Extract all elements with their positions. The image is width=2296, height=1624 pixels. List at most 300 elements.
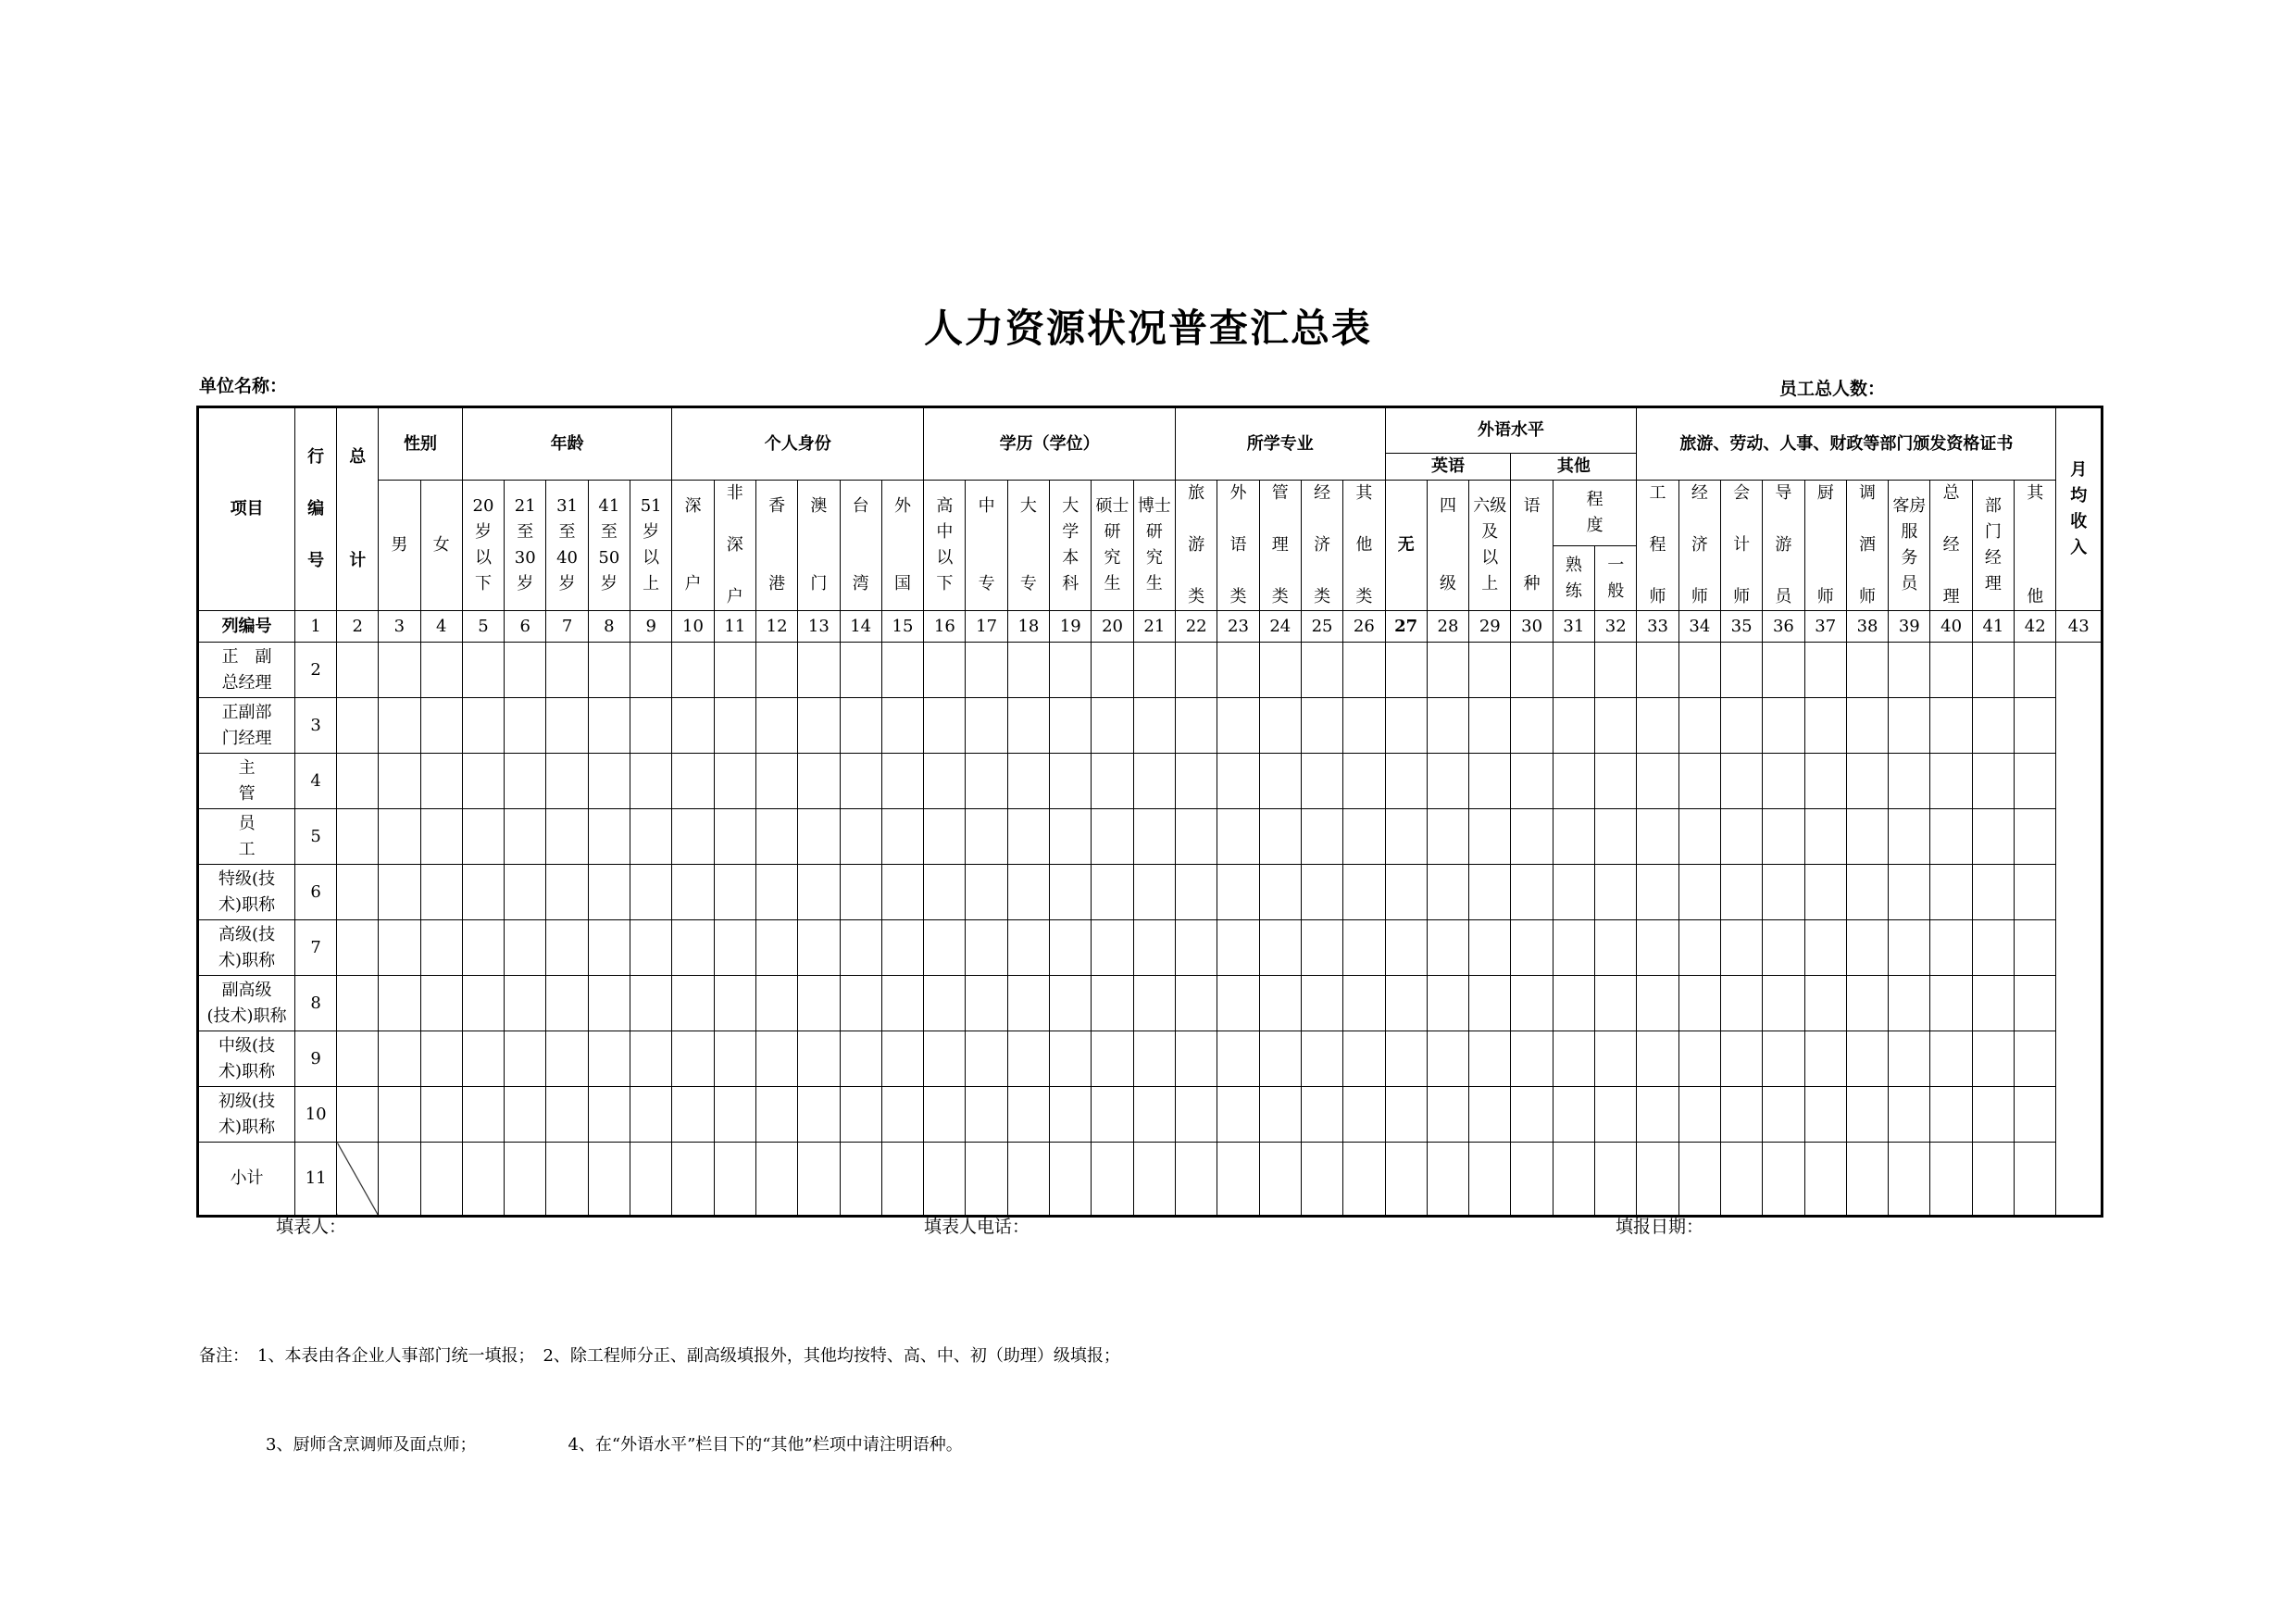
data-cell[interactable] xyxy=(840,920,881,976)
data-cell[interactable] xyxy=(1343,1031,1385,1087)
data-cell[interactable] xyxy=(755,698,797,754)
data-cell[interactable] xyxy=(881,1031,923,1087)
data-cell[interactable] xyxy=(798,1143,840,1217)
data-cell[interactable] xyxy=(1889,1031,1930,1087)
data-cell[interactable] xyxy=(1217,1087,1259,1143)
data-cell[interactable] xyxy=(1133,643,1175,698)
data-cell[interactable] xyxy=(588,1087,630,1143)
data-cell[interactable] xyxy=(1176,1031,1217,1087)
data-cell[interactable] xyxy=(755,865,797,920)
data-cell[interactable] xyxy=(1553,643,1594,698)
data-cell[interactable] xyxy=(1427,1031,1468,1087)
data-cell[interactable] xyxy=(714,754,755,809)
data-cell[interactable] xyxy=(588,809,630,865)
data-cell[interactable] xyxy=(1176,865,1217,920)
data-cell[interactable] xyxy=(924,754,966,809)
data-cell[interactable] xyxy=(1804,698,1846,754)
data-cell[interactable] xyxy=(1217,754,1259,809)
data-cell[interactable] xyxy=(1972,1087,2014,1143)
data-cell[interactable] xyxy=(1176,698,1217,754)
data-cell[interactable] xyxy=(462,809,504,865)
data-cell[interactable] xyxy=(1050,754,1092,809)
data-cell[interactable] xyxy=(1469,976,1511,1031)
data-cell[interactable] xyxy=(1804,976,1846,1031)
data-cell[interactable] xyxy=(755,976,797,1031)
data-cell[interactable] xyxy=(1763,643,1804,698)
data-cell[interactable] xyxy=(840,865,881,920)
data-cell[interactable] xyxy=(1050,865,1092,920)
data-cell[interactable] xyxy=(1511,865,1553,920)
data-cell[interactable] xyxy=(714,1031,755,1087)
data-cell[interactable] xyxy=(505,754,546,809)
data-cell[interactable] xyxy=(1553,976,1594,1031)
data-cell[interactable] xyxy=(379,698,420,754)
data-cell[interactable] xyxy=(1259,698,1301,754)
data-cell[interactable] xyxy=(672,865,714,920)
data-cell[interactable] xyxy=(1511,754,1553,809)
data-cell[interactable] xyxy=(1217,1143,1259,1217)
data-cell[interactable] xyxy=(1595,865,1637,920)
data-cell[interactable] xyxy=(924,1087,966,1143)
data-cell[interactable] xyxy=(1889,865,1930,920)
data-cell[interactable] xyxy=(420,1143,462,1217)
data-cell[interactable] xyxy=(966,1143,1007,1217)
data-cell[interactable] xyxy=(337,698,379,754)
data-cell[interactable] xyxy=(1889,754,1930,809)
data-cell[interactable] xyxy=(546,809,588,865)
data-cell[interactable] xyxy=(1720,698,1762,754)
data-cell[interactable] xyxy=(881,865,923,920)
data-cell[interactable] xyxy=(1804,920,1846,976)
data-cell[interactable] xyxy=(1259,1143,1301,1217)
data-cell[interactable] xyxy=(714,1087,755,1143)
data-cell[interactable] xyxy=(1007,643,1049,698)
data-cell[interactable] xyxy=(1385,920,1427,976)
data-cell[interactable] xyxy=(588,643,630,698)
data-cell[interactable] xyxy=(1385,1087,1427,1143)
data-cell[interactable] xyxy=(1343,698,1385,754)
data-cell[interactable] xyxy=(1511,698,1553,754)
data-cell[interactable] xyxy=(1007,754,1049,809)
data-cell[interactable] xyxy=(1763,1087,1804,1143)
data-cell[interactable] xyxy=(714,865,755,920)
data-cell[interactable] xyxy=(1469,1031,1511,1087)
data-cell[interactable] xyxy=(966,1031,1007,1087)
data-cell[interactable] xyxy=(546,698,588,754)
data-cell[interactable] xyxy=(1133,1031,1175,1087)
data-cell[interactable] xyxy=(840,809,881,865)
data-cell[interactable] xyxy=(588,865,630,920)
data-cell[interactable] xyxy=(1972,754,2014,809)
data-cell[interactable] xyxy=(379,643,420,698)
data-cell[interactable] xyxy=(1427,643,1468,698)
data-cell[interactable] xyxy=(924,643,966,698)
data-cell[interactable] xyxy=(924,1031,966,1087)
data-cell[interactable] xyxy=(714,976,755,1031)
data-cell[interactable] xyxy=(1259,1031,1301,1087)
data-cell[interactable] xyxy=(1804,1031,1846,1087)
data-cell[interactable] xyxy=(1553,809,1594,865)
data-cell[interactable] xyxy=(798,698,840,754)
data-cell[interactable] xyxy=(966,920,1007,976)
data-cell[interactable] xyxy=(798,754,840,809)
data-cell[interactable] xyxy=(1092,1087,1133,1143)
data-cell[interactable] xyxy=(337,920,379,976)
data-cell[interactable] xyxy=(1343,976,1385,1031)
data-cell[interactable] xyxy=(588,754,630,809)
data-cell[interactable] xyxy=(2015,976,2056,1031)
data-cell[interactable] xyxy=(630,1087,672,1143)
data-cell[interactable] xyxy=(1972,809,2014,865)
data-cell[interactable] xyxy=(1511,1031,1553,1087)
data-cell[interactable] xyxy=(672,698,714,754)
data-cell[interactable] xyxy=(840,1031,881,1087)
data-cell[interactable] xyxy=(1176,920,1217,976)
data-cell[interactable] xyxy=(714,698,755,754)
data-cell[interactable] xyxy=(1259,809,1301,865)
data-cell[interactable] xyxy=(840,698,881,754)
data-cell[interactable] xyxy=(630,976,672,1031)
data-cell[interactable] xyxy=(1050,809,1092,865)
data-cell[interactable] xyxy=(1050,643,1092,698)
data-cell[interactable] xyxy=(337,754,379,809)
data-cell[interactable] xyxy=(1217,976,1259,1031)
data-cell[interactable] xyxy=(1553,1143,1594,1217)
data-cell[interactable] xyxy=(1427,865,1468,920)
data-cell[interactable] xyxy=(1720,920,1762,976)
data-cell[interactable] xyxy=(462,643,504,698)
data-cell[interactable] xyxy=(1259,865,1301,920)
data-cell[interactable] xyxy=(1763,865,1804,920)
data-cell[interactable] xyxy=(1763,809,1804,865)
data-cell[interactable] xyxy=(1176,976,1217,1031)
data-cell[interactable] xyxy=(1259,754,1301,809)
data-cell[interactable] xyxy=(505,698,546,754)
data-cell[interactable] xyxy=(1678,698,1720,754)
data-cell[interactable] xyxy=(1678,920,1720,976)
data-cell[interactable] xyxy=(1469,1143,1511,1217)
data-cell[interactable] xyxy=(1637,920,1678,976)
data-cell[interactable] xyxy=(1595,643,1637,698)
data-cell[interactable] xyxy=(1763,1031,1804,1087)
data-cell[interactable] xyxy=(840,976,881,1031)
data-cell[interactable] xyxy=(755,1087,797,1143)
data-cell[interactable] xyxy=(1637,1087,1678,1143)
data-cell[interactable] xyxy=(379,920,420,976)
data-cell[interactable] xyxy=(588,1031,630,1087)
data-cell[interactable] xyxy=(840,1143,881,1217)
data-cell[interactable] xyxy=(1846,754,1888,809)
data-cell[interactable] xyxy=(1720,976,1762,1031)
data-cell[interactable] xyxy=(1637,643,1678,698)
data-cell[interactable] xyxy=(1889,643,1930,698)
data-cell[interactable] xyxy=(1804,754,1846,809)
data-cell[interactable] xyxy=(1427,1087,1468,1143)
data-cell[interactable] xyxy=(588,920,630,976)
data-cell[interactable] xyxy=(1889,809,1930,865)
data-cell[interactable] xyxy=(1637,1143,1678,1217)
data-cell[interactable] xyxy=(966,698,1007,754)
data-cell[interactable] xyxy=(337,643,379,698)
data-cell[interactable] xyxy=(420,920,462,976)
data-cell[interactable] xyxy=(1007,809,1049,865)
data-cell[interactable] xyxy=(1637,809,1678,865)
data-cell[interactable] xyxy=(630,920,672,976)
data-cell[interactable] xyxy=(462,754,504,809)
data-cell[interactable] xyxy=(1427,976,1468,1031)
data-cell[interactable] xyxy=(420,809,462,865)
data-cell[interactable] xyxy=(630,754,672,809)
data-cell[interactable] xyxy=(546,1031,588,1087)
data-cell[interactable] xyxy=(1553,1087,1594,1143)
data-cell[interactable] xyxy=(1846,976,1888,1031)
data-cell[interactable] xyxy=(1469,809,1511,865)
data-cell[interactable] xyxy=(1343,1087,1385,1143)
data-cell[interactable] xyxy=(714,920,755,976)
data-cell[interactable] xyxy=(1385,754,1427,809)
data-cell[interactable] xyxy=(1846,698,1888,754)
data-cell[interactable] xyxy=(1678,754,1720,809)
data-cell[interactable] xyxy=(881,754,923,809)
data-cell[interactable] xyxy=(1804,809,1846,865)
data-cell[interactable] xyxy=(337,865,379,920)
data-cell[interactable] xyxy=(1343,809,1385,865)
data-cell[interactable] xyxy=(1259,643,1301,698)
data-cell[interactable] xyxy=(672,1143,714,1217)
data-cell[interactable] xyxy=(1427,754,1468,809)
data-cell[interactable] xyxy=(1217,809,1259,865)
data-cell[interactable] xyxy=(420,643,462,698)
data-cell[interactable] xyxy=(1343,865,1385,920)
data-cell[interactable] xyxy=(1217,865,1259,920)
data-cell[interactable] xyxy=(1763,920,1804,976)
data-cell[interactable] xyxy=(1637,1031,1678,1087)
data-cell[interactable] xyxy=(798,643,840,698)
data-cell[interactable] xyxy=(881,1143,923,1217)
data-cell[interactable] xyxy=(1050,1143,1092,1217)
data-cell[interactable] xyxy=(924,976,966,1031)
data-cell[interactable] xyxy=(840,643,881,698)
data-cell[interactable] xyxy=(1469,865,1511,920)
data-cell[interactable] xyxy=(1133,1087,1175,1143)
data-cell[interactable] xyxy=(505,920,546,976)
data-cell[interactable] xyxy=(1930,1031,1972,1087)
data-cell[interactable] xyxy=(1050,698,1092,754)
data-cell[interactable] xyxy=(881,1087,923,1143)
data-cell[interactable] xyxy=(2015,698,2056,754)
data-cell[interactable] xyxy=(1301,698,1342,754)
data-cell[interactable] xyxy=(798,1087,840,1143)
data-cell[interactable] xyxy=(1007,698,1049,754)
data-cell[interactable] xyxy=(1385,976,1427,1031)
data-cell[interactable] xyxy=(1595,1143,1637,1217)
data-cell[interactable] xyxy=(420,1087,462,1143)
data-cell[interactable] xyxy=(1133,920,1175,976)
data-cell[interactable] xyxy=(1930,643,1972,698)
data-cell[interactable] xyxy=(1343,920,1385,976)
data-cell[interactable] xyxy=(505,976,546,1031)
data-cell[interactable] xyxy=(420,1031,462,1087)
data-cell[interactable] xyxy=(1763,1143,1804,1217)
data-cell[interactable] xyxy=(337,1031,379,1087)
data-cell[interactable] xyxy=(1259,920,1301,976)
data-cell[interactable] xyxy=(420,865,462,920)
data-cell[interactable] xyxy=(505,643,546,698)
data-cell[interactable] xyxy=(2015,1143,2056,1217)
data-cell[interactable] xyxy=(1133,1143,1175,1217)
data-cell[interactable] xyxy=(1763,754,1804,809)
data-cell[interactable] xyxy=(924,698,966,754)
data-cell[interactable] xyxy=(881,698,923,754)
data-cell[interactable] xyxy=(881,976,923,1031)
data-cell[interactable] xyxy=(546,754,588,809)
data-cell[interactable] xyxy=(1050,1087,1092,1143)
data-cell[interactable] xyxy=(1595,1031,1637,1087)
data-cell[interactable] xyxy=(1007,920,1049,976)
data-cell[interactable] xyxy=(379,809,420,865)
data-cell[interactable] xyxy=(966,1087,1007,1143)
data-cell[interactable] xyxy=(755,1143,797,1217)
data-cell[interactable] xyxy=(1930,1143,1972,1217)
data-cell[interactable] xyxy=(714,643,755,698)
data-cell[interactable] xyxy=(798,865,840,920)
data-cell[interactable] xyxy=(1217,643,1259,698)
data-cell[interactable] xyxy=(462,1087,504,1143)
data-cell[interactable] xyxy=(1678,865,1720,920)
data-cell[interactable] xyxy=(924,865,966,920)
data-cell[interactable] xyxy=(1092,698,1133,754)
data-cell[interactable] xyxy=(1511,643,1553,698)
data-cell[interactable] xyxy=(2015,809,2056,865)
data-cell[interactable] xyxy=(1804,1143,1846,1217)
data-cell[interactable] xyxy=(1678,1087,1720,1143)
data-cell[interactable] xyxy=(379,976,420,1031)
data-cell[interactable] xyxy=(1301,865,1342,920)
data-cell[interactable] xyxy=(379,865,420,920)
data-cell[interactable] xyxy=(672,976,714,1031)
data-cell[interactable] xyxy=(1092,920,1133,976)
data-cell[interactable] xyxy=(1553,1031,1594,1087)
data-cell[interactable] xyxy=(1678,1143,1720,1217)
data-cell[interactable] xyxy=(1427,809,1468,865)
data-cell[interactable] xyxy=(1720,809,1762,865)
data-cell[interactable] xyxy=(924,1143,966,1217)
data-cell[interactable] xyxy=(1889,976,1930,1031)
data-cell[interactable] xyxy=(462,976,504,1031)
data-cell[interactable] xyxy=(630,1143,672,1217)
data-cell[interactable] xyxy=(1930,809,1972,865)
data-cell[interactable] xyxy=(1804,865,1846,920)
data-cell[interactable] xyxy=(1511,809,1553,865)
data-cell[interactable] xyxy=(672,1031,714,1087)
data-cell[interactable] xyxy=(1385,1143,1427,1217)
data-cell[interactable] xyxy=(1217,1031,1259,1087)
data-cell[interactable] xyxy=(546,865,588,920)
data-cell[interactable] xyxy=(1217,920,1259,976)
data-cell[interactable] xyxy=(1092,1143,1133,1217)
data-cell[interactable] xyxy=(1846,1031,1888,1087)
data-cell[interactable] xyxy=(755,643,797,698)
data-cell[interactable] xyxy=(1050,976,1092,1031)
data-cell[interactable] xyxy=(1385,865,1427,920)
data-cell[interactable] xyxy=(379,1087,420,1143)
data-cell[interactable] xyxy=(1385,809,1427,865)
data-cell[interactable] xyxy=(2015,754,2056,809)
data-cell[interactable] xyxy=(505,1143,546,1217)
data-cell[interactable] xyxy=(755,920,797,976)
data-cell[interactable] xyxy=(2015,1031,2056,1087)
data-cell[interactable] xyxy=(1763,698,1804,754)
data-cell[interactable] xyxy=(1133,698,1175,754)
data-cell[interactable] xyxy=(546,976,588,1031)
data-cell[interactable] xyxy=(1720,754,1762,809)
data-cell[interactable] xyxy=(1259,1087,1301,1143)
data-cell[interactable] xyxy=(546,643,588,698)
data-cell[interactable] xyxy=(1678,643,1720,698)
data-cell[interactable] xyxy=(420,698,462,754)
data-cell[interactable] xyxy=(546,1087,588,1143)
data-cell[interactable] xyxy=(966,643,1007,698)
data-cell[interactable] xyxy=(1217,698,1259,754)
data-cell[interactable] xyxy=(966,809,1007,865)
data-cell[interactable] xyxy=(505,1087,546,1143)
data-cell[interactable] xyxy=(2015,920,2056,976)
data-cell[interactable] xyxy=(379,1143,420,1217)
data-cell[interactable] xyxy=(1050,920,1092,976)
data-cell[interactable] xyxy=(672,643,714,698)
data-cell[interactable] xyxy=(1133,865,1175,920)
data-cell[interactable] xyxy=(672,920,714,976)
data-cell[interactable] xyxy=(1595,698,1637,754)
data-cell[interactable] xyxy=(588,698,630,754)
data-cell[interactable] xyxy=(1427,698,1468,754)
data-cell[interactable] xyxy=(505,1031,546,1087)
data-cell[interactable] xyxy=(1595,809,1637,865)
data-cell[interactable] xyxy=(1427,920,1468,976)
data-cell[interactable] xyxy=(1889,1143,1930,1217)
data-cell[interactable] xyxy=(1720,1143,1762,1217)
data-cell[interactable] xyxy=(1007,865,1049,920)
data-cell[interactable] xyxy=(1301,809,1342,865)
data-cell[interactable] xyxy=(1720,643,1762,698)
data-cell[interactable] xyxy=(2015,643,2056,698)
data-cell[interactable] xyxy=(1133,976,1175,1031)
data-cell[interactable] xyxy=(337,976,379,1031)
data-cell[interactable] xyxy=(755,1031,797,1087)
data-cell[interactable] xyxy=(1385,698,1427,754)
data-cell[interactable] xyxy=(1972,920,2014,976)
data-cell[interactable] xyxy=(1846,865,1888,920)
data-cell[interactable] xyxy=(1720,865,1762,920)
data-cell[interactable] xyxy=(798,976,840,1031)
data-cell[interactable] xyxy=(798,1031,840,1087)
data-cell[interactable] xyxy=(1678,1031,1720,1087)
data-cell[interactable] xyxy=(505,865,546,920)
data-cell[interactable] xyxy=(1972,643,2014,698)
data-cell[interactable] xyxy=(1595,1087,1637,1143)
data-cell[interactable] xyxy=(1176,1087,1217,1143)
data-cell[interactable] xyxy=(462,1143,504,1217)
data-cell[interactable] xyxy=(1889,698,1930,754)
data-cell[interactable] xyxy=(840,754,881,809)
data-cell[interactable] xyxy=(588,976,630,1031)
data-cell[interactable] xyxy=(1637,976,1678,1031)
data-cell[interactable] xyxy=(1007,1031,1049,1087)
data-cell[interactable] xyxy=(1259,976,1301,1031)
data-cell[interactable] xyxy=(1007,1143,1049,1217)
data-cell[interactable] xyxy=(630,865,672,920)
data-cell[interactable] xyxy=(1176,809,1217,865)
